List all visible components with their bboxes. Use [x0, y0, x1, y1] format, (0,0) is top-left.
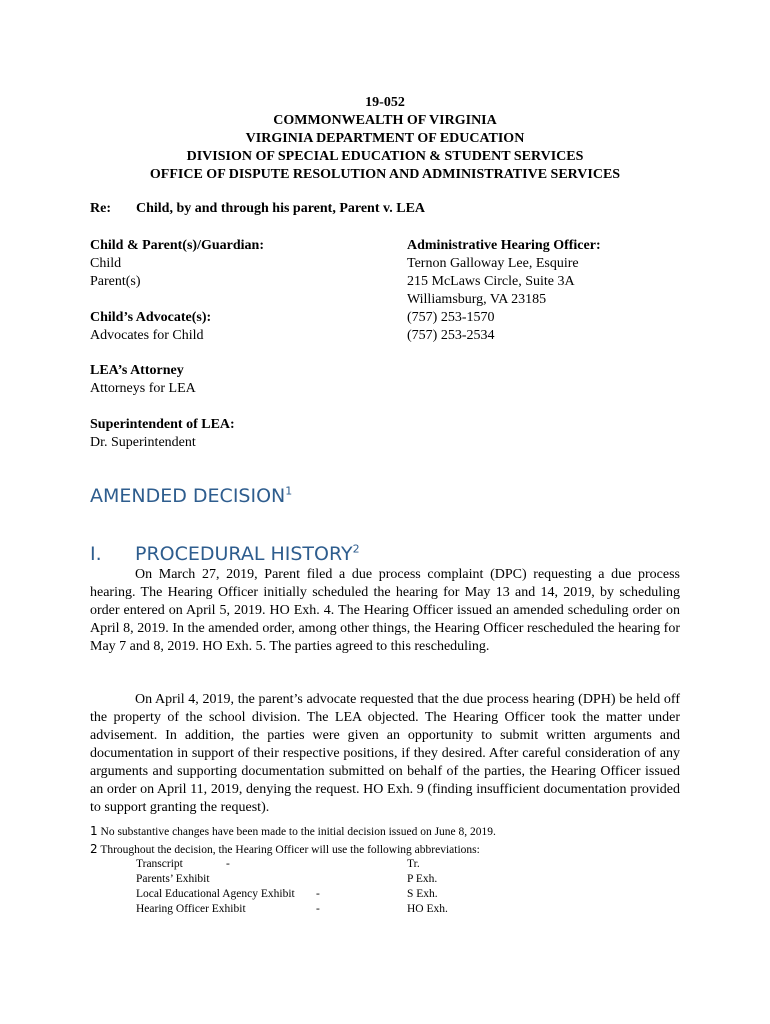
footnote-ref-2: 2	[352, 542, 360, 556]
attorney-name: Attorneys for LEA	[90, 381, 196, 396]
footnote-1-text: No substantive changes have been made to the initial decision issued on June 8, 2019.	[100, 826, 496, 838]
footnote-ref-1: 1	[285, 484, 293, 498]
child-name: Child	[90, 256, 122, 271]
footnote-1-number: 1	[90, 824, 98, 838]
paragraph-2-text: On April 4, 2019, the parent’s advocate requested that the due process hearing (DPH) be held off the property of the school division. The LEA objected. The Hearing Officer took the matter under advisement. In addition, the parties were given an opportunity to submit written arguments and documentation in support of their respective positions, if they desired. After careful consideration of any arguments and supporting documentation submitted on behalf of the parties, the Hearing Officer issued an order on April 11, 2019, denying the request. HO Exh. 9 (finding insufficient documentation provided to support granting the request).	[90, 692, 680, 815]
re-caption: Child, by and through his parent, Parent v. LEA	[136, 201, 426, 216]
hearing-officer-phone: (757) 253-1570	[407, 310, 495, 325]
hearing-officer-address-line1: 215 McLaws Circle, Suite 3A	[407, 274, 575, 289]
footnote-2-text: Throughout the decision, the Hearing Officer will use the following abbreviations:	[100, 844, 480, 856]
amended-decision-title: AMENDED DECISION	[90, 485, 286, 507]
abbr-dash-transcript: -	[226, 858, 230, 870]
abbr-dash-ho-exhibit: -	[316, 903, 320, 915]
abbr-term-parents-exhibit: Parents’ Exhibit	[136, 873, 210, 885]
abbr-term-transcript: Transcript	[136, 858, 183, 870]
procedural-history-heading	[135, 542, 360, 566]
child-parent-heading: Child & Parent(s)/Guardian:	[90, 238, 264, 253]
hearing-officer-fax: (757) 253-2534	[407, 328, 495, 343]
header-line-division: DIVISION OF SPECIAL EDUCATION & STUDENT SERVICES	[186, 149, 584, 164]
header-line-department: VIRGINIA DEPARTMENT OF EDUCATION	[245, 131, 525, 146]
hearing-officer-name: Ternon Galloway Lee, Esquire	[407, 256, 579, 271]
paragraph-1	[90, 566, 680, 656]
footnote-2-number: 2	[90, 842, 98, 856]
re-label: Re:	[90, 201, 111, 216]
abbr-code-lea-exhibit: S Exh.	[407, 888, 438, 900]
amended-decision-heading	[90, 484, 292, 508]
paragraph-1-text: On March 27, 2019, Parent filed a due process complaint (DPC) requesting a due process hearing. The Hearing Officer initially scheduled the hearing for May 13 and 14, 2019, by scheduling order entered on April 5, 2019. HO Exh. 4. The Hearing Officer issued an amended scheduling order on April 8, 2019. In the amended order, among other things, the Hearing Officer rescheduled the hearing for May 7 and 8, 2019. HO Exh. 5. The parties agreed to this rescheduling.	[90, 567, 680, 654]
hearing-officer-heading: Administrative Hearing Officer:	[407, 238, 601, 253]
abbr-code-transcript: Tr.	[407, 858, 420, 870]
attorney-heading: LEA’s Attorney	[90, 363, 184, 378]
footnote-2	[90, 842, 480, 858]
superintendent-name: Dr. Superintendent	[90, 435, 196, 450]
parent-name: Parent(s)	[90, 274, 141, 289]
paragraph-2	[90, 691, 680, 817]
section-number: I.	[90, 543, 102, 565]
abbr-code-parents-exhibit: P Exh.	[407, 873, 438, 885]
abbr-code-ho-exhibit: HO Exh.	[407, 903, 448, 915]
abbr-term-lea-exhibit: Local Educational Agency Exhibit	[136, 888, 295, 900]
footnote-1	[90, 824, 496, 840]
header-line-commonwealth: COMMONWEALTH OF VIRGINIA	[273, 113, 497, 128]
advocate-heading: Child’s Advocate(s):	[90, 310, 212, 325]
case-number: 19-052	[365, 95, 405, 110]
superintendent-heading: Superintendent of LEA:	[90, 417, 235, 432]
hearing-officer-address-line2: Williamsburg, VA 23185	[407, 292, 547, 307]
procedural-history-title: PROCEDURAL HISTORY	[135, 543, 353, 565]
abbr-term-ho-exhibit: Hearing Officer Exhibit	[136, 903, 246, 915]
header-line-office: OFFICE OF DISPUTE RESOLUTION AND ADMINISTRATIVE SERVICES	[149, 167, 621, 182]
abbr-dash-lea-exhibit: -	[316, 888, 320, 900]
advocate-name: Advocates for Child	[90, 328, 204, 343]
